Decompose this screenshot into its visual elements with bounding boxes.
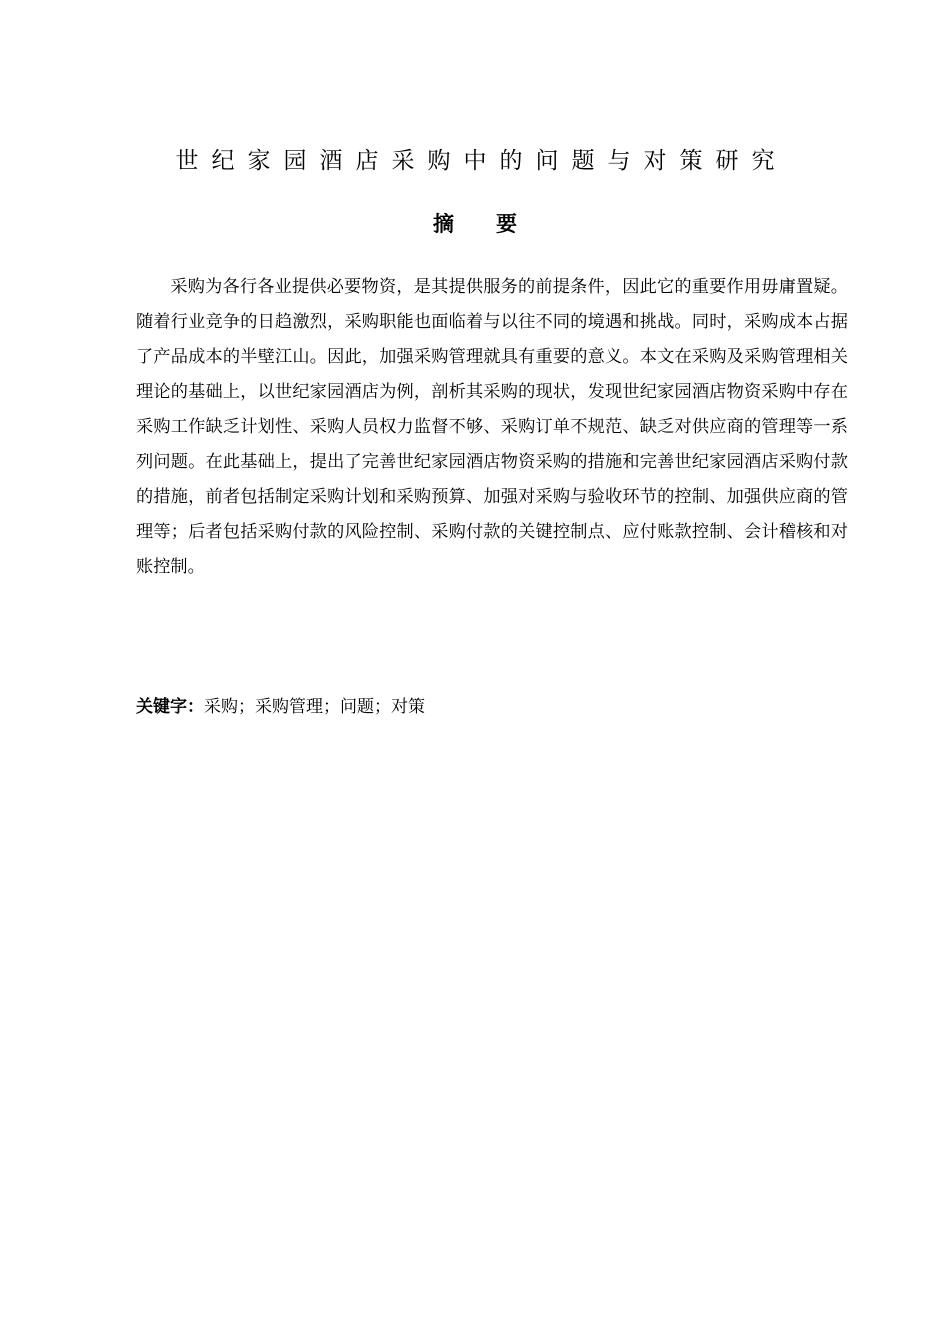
keywords-label: 关键字： <box>136 697 204 717</box>
abstract-paragraph: 采购为各行各业提供必要物资，是其提供服务的前提条件，因此它的重要作用毋庸置疑。随着行业竞争的日趋激烈，采购职能也面临着与以往不同的境遇和挑战。同时，采购成本占据了产品成本的半壁江山。因此，加强采购管理就具有重要的意义。本文在采购及采购管理相关理论的基础上，以世纪家园酒店为例，剖析其采购的现状，发现世纪家园酒店物资采购中存在采购工作缺乏计划性、采购人员权力监督不够、采购订单不规范、缺乏对供应商的管理等一系列问题。在此基础上，提出了完善世纪家园酒店物资采购的措施和完善世纪家园酒店采购付款的措施，前者包括制定采购计划和采购预算、加强对采购与验收环节的控制、加强供应商的管理等；后者包括采购付款的风险控制、采购付款的关键控制点、应付账款控制、会计稽核和对账控制。 <box>136 277 848 577</box>
document-title: 世纪家园酒店采购中的问题与对策研究 <box>175 148 788 174</box>
abstract-heading-right: 要 <box>496 212 517 236</box>
keywords-text: 采购；采购管理；问题；对策 <box>204 697 425 717</box>
abstract-heading-left: 摘 <box>433 212 454 236</box>
abstract-heading <box>0 207 950 241</box>
keywords-line <box>136 692 848 722</box>
